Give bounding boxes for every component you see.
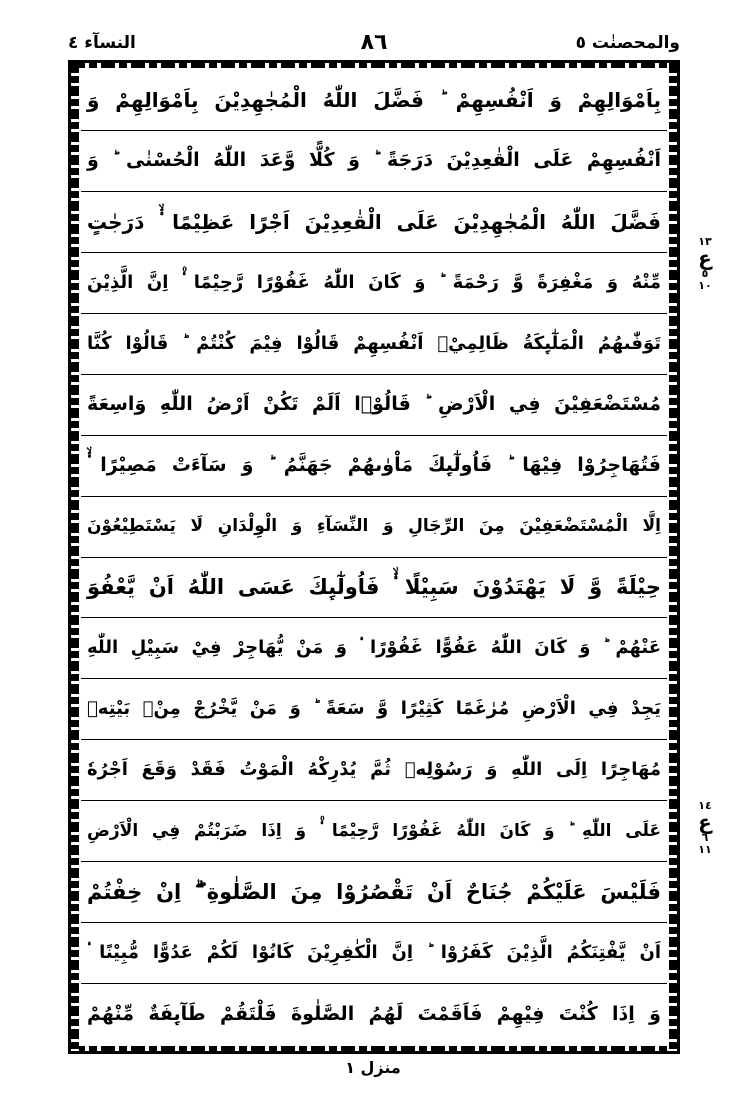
verse-line-4	[81, 253, 667, 314]
verse-line-13	[81, 801, 667, 862]
verse-line-text: يَجِدْ فِي الْاَرْضِ مُرٰغَمًا كَثِيْرًا وَّ سَعَةً ؕ وَ مَنْ يَّخْرُجْ مِنْۢ بَيْتِهٖ	[87, 698, 661, 720]
verse-text-area	[81, 70, 667, 1044]
verse-line-8	[81, 497, 667, 558]
verse-line-9	[81, 558, 667, 619]
verse-line-text: اَنْفُسِهِمْ عَلَى الْقٰعِدِيْنَ دَرَجَةً ؕ وَ كُلًّا وَّعَدَ اللّٰهُ الْحُسْنٰى ؕ وَ	[87, 149, 661, 172]
verse-line-11	[81, 679, 667, 740]
ruku-marker-top-number: ١٤	[698, 799, 712, 812]
verse-line-text: حِيْلَةً وَّ لَا يَهْتَدُوْنَ سَبِيْلًا ۟ۙ فَاُولٰٓىِٕكَ عَسَى اللّٰهُ اَنْ يَّعْفُوَ	[87, 574, 661, 599]
verse-line-text: عَلَى اللّٰهِ ؕ وَ كَانَ اللّٰهُ غَفُوْرًا رَّحِيْمًا ۟۠ وَ اِذَا ضَرَبْتُمْ فِي الْاَرْضِ	[87, 820, 661, 841]
verse-line-text: فَتُهَاجِرُوْا فِيْهَا ؕ فَاُولٰٓىِٕكَ مَاْوٰىهُمْ جَهَنَّمُ ؕ وَ سَآءَتْ مَصِيْرًا ۟ۙ	[87, 454, 661, 477]
verse-line-1	[81, 70, 667, 131]
verse-line-7	[81, 436, 667, 497]
verse-line-text: بِاَمْوَالِهِمْ وَ اَنْفُسِهِمْ ؕ فَضَّلَ اللّٰهُ الْمُجٰهِدِيْنَ بِاَمْوَالِهِمْ وَ	[87, 87, 661, 112]
ruku-marker-1	[690, 236, 720, 292]
verse-line-text: اَنْ يَّفْتِنَكُمُ الَّذِيْنَ كَفَرُوْا ؕ اِنَّ الْكٰفِرِيْنَ كَانُوْا لَكُمْ عَدُوًّا مُّبِيْنًا ۟	[87, 942, 661, 964]
ruku-marker-top-number: ١٣	[698, 235, 712, 248]
page-frame	[68, 60, 680, 1054]
ornament-border-bottom	[71, 1046, 677, 1051]
verse-line-text: وَ اِذَا كُنْتَ فِيْهِمْ فَاَقَمْتَ لَهُمُ الصَّلٰوةَ فَلْتَقُمْ طَآىِٕفَةٌ مِّنْهُمْ	[87, 1002, 661, 1025]
page-header	[68, 28, 680, 58]
verse-line-3	[81, 192, 667, 253]
manzil-label: منزل ١	[345, 1058, 401, 1077]
ruku-marker-bottom-number: ١١	[698, 843, 712, 856]
verse-line-text: اِلَّا الْمُسْتَضْعَفِيْنَ مِنَ الرِّجَالِ وَ النِّسَآءِ وَ الْوِلْدَانِ لَا يَسْتَطِيْعُوْنَ	[87, 516, 661, 537]
verse-line-5	[81, 314, 667, 375]
ornament-border-right	[669, 63, 677, 1051]
surah-name: النسآء ٤	[68, 33, 136, 53]
verse-line-2	[81, 131, 667, 192]
verse-line-text: مُسْتَضْعَفِيْنَ فِي الْاَرْضِ ؕ قَالُوْۤا اَلَمْ تَكُنْ اَرْضُ اللّٰهِ وَاسِعَةً	[87, 393, 661, 416]
verse-line-14	[81, 862, 667, 923]
verse-line-12	[81, 740, 667, 801]
verse-line-16	[81, 984, 667, 1044]
verse-line-text: تَوَفّٰىهُمُ الْمَلٰٓىِٕكَةُ ظَالِمِيْۤ اَنْفُسِهِمْ قَالُوْا فِيْمَ كُنْتُمْ ؕ قَالُوْا كُنَّا	[87, 332, 661, 354]
ruku-marker-bottom-number: ١٠	[698, 279, 712, 292]
ruku-ain-icon: ع	[698, 810, 712, 834]
verse-line-text: فَلَيْسَ عَلَيْكُمْ جُنَاحٌ اَنْ تَقْصُرُوْا مِنَ الصَّلٰوةِ ۖۗ اِنْ خِفْتُمْ	[87, 879, 661, 904]
verse-line-6	[81, 375, 667, 436]
page-number: ٨٦	[360, 30, 388, 55]
verse-line-text: مِّنْهُ وَ مَغْفِرَةً وَّ رَحْمَةً ؕ وَ كَانَ اللّٰهُ غَفُوْرًا رَّحِيْمًا ۟۠ اِنَّ الَّذِيْنَ	[87, 271, 661, 293]
ruku-marker-mid-number: ٦	[701, 831, 709, 844]
ornament-border-left	[71, 63, 79, 1051]
ruku-ain-icon: ع	[698, 246, 712, 270]
ruku-marker-mid-number: ٥	[701, 267, 709, 280]
verse-line-15	[81, 923, 667, 984]
ornament-border-top	[71, 63, 677, 68]
verse-line-text: مُهَاجِرًا اِلَى اللّٰهِ وَ رَسُوْلِهٖ ثُمَّ يُدْرِكْهُ الْمَوْتُ فَقَدْ وَقَعَ اَجْرُهٗ	[87, 759, 661, 781]
verse-line-10	[81, 618, 667, 679]
ruku-marker-2	[690, 800, 720, 856]
juz-name: والمحصنٰت ٥	[575, 33, 680, 53]
verse-line-text: فَضَّلَ اللّٰهُ الْمُجٰهِدِيْنَ عَلَى الْقٰعِدِيْنَ اَجْرًا عَظِيْمًا ۟ۙ دَرَجٰتٍ	[87, 209, 661, 234]
page-footer	[0, 1058, 746, 1077]
verse-line-text: عَنْهُمْ ؕ وَ كَانَ اللّٰهُ عَفُوًّا غَفُوْرًا ۟ وَ مَنْ يُّهَاجِرْ فِيْ سَبِيْلِ اللّٰهِ	[87, 637, 661, 659]
